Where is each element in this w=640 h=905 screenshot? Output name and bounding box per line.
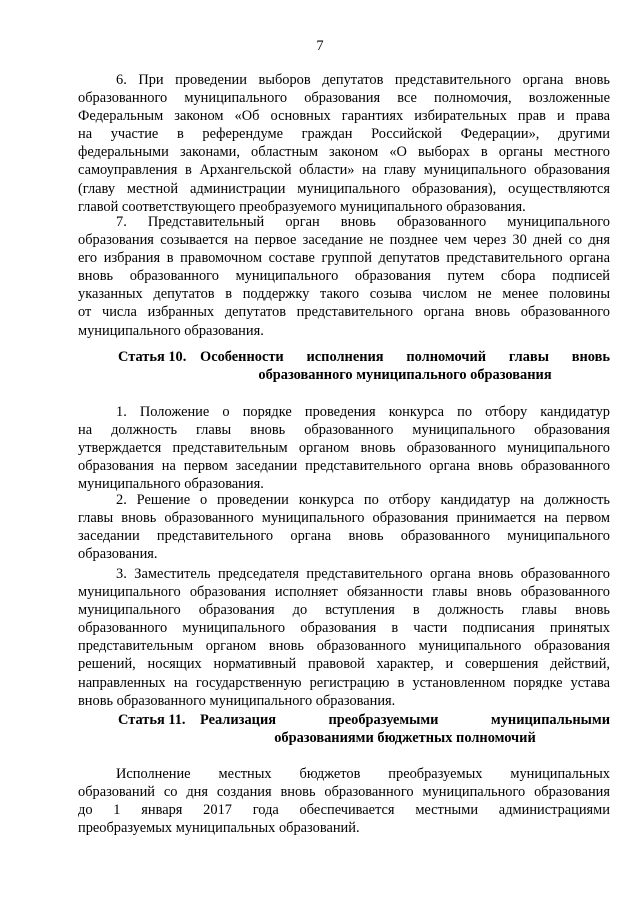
text-line: от числа избранных депутатов представительного органа вновь образованного	[78, 304, 610, 321]
text-line: федеральными законами, областным законом «О выборах в органы местного	[78, 144, 610, 161]
text-line: представительным органом вновь образованного муниципального образования	[78, 638, 610, 655]
text-line: муниципального образования.	[78, 322, 264, 339]
text-line: 1. Положение о порядке проведения конкурса по отбору кандидатур	[116, 404, 610, 420]
text-line: муниципального образования.	[78, 476, 264, 493]
text-line: до 1 января 2017 года обеспечивается местными администрациями	[78, 802, 610, 819]
text-line: самоуправления в Архангельской области» на главу муниципального образования	[78, 162, 610, 179]
text-line: 2. Решение о проведении конкурса по отбору кандидатур на должность	[116, 492, 610, 508]
article-10-paragraph-3	[78, 566, 610, 711]
text-line: Исполнение местных бюджетов преобразуемых муниципальных	[116, 766, 610, 782]
text-line: на участие в референдуме граждан Российской Федерации», другими	[78, 126, 610, 143]
article-10-title-line: Особенности исполнения полномочий главы вновь	[200, 349, 610, 365]
text-line: образованного муниципального образования все полномочия, возложенные	[78, 90, 610, 107]
text-line: образования.	[78, 546, 158, 563]
article-10-paragraph-1	[78, 404, 610, 494]
text-line: образования созывается на первое заседание не позднее чем через 30 дней со дня	[78, 232, 610, 249]
article-10-paragraph-2	[78, 492, 610, 564]
text-line: вновь образованного муниципального образования путем сбора подписей	[78, 268, 610, 285]
text-line: главы вновь образованного муниципального образования принимается на первом	[78, 510, 610, 527]
article-11-label: Статья 11.	[118, 712, 186, 728]
text-line: 7. Представительный орган вновь образованного муниципального	[116, 214, 610, 230]
article-11-paragraph-1	[78, 766, 610, 838]
text-line: муниципального образования до вступления в должность главы вновь	[78, 602, 610, 619]
text-line: решений, носящих нормативный правовой характер, и совершения действий,	[78, 656, 610, 673]
text-line: 6. При проведении выборов депутатов представительного органа вновь	[116, 72, 610, 88]
text-line: образований со дня создания вновь образованного муниципального образования	[78, 784, 610, 801]
text-line: главой соответствующего преобразуемого муниципального образования.	[78, 198, 526, 215]
paragraph-7	[78, 214, 610, 341]
text-line: утверждается представительным органом вновь образованного муниципального	[78, 440, 610, 457]
text-line: вновь образованного муниципального образования.	[78, 692, 396, 709]
text-line: 3. Заместитель председателя представительного органа вновь образованного	[116, 566, 610, 582]
text-line: на должность главы вновь образованного муниципального образования	[78, 422, 610, 439]
text-line: указанных депутатов в поддержку такого созыва числом не менее половины	[78, 286, 610, 303]
text-line: (главу местной администрации муниципального образования), осуществляются	[78, 180, 610, 197]
article-11-title-line: Реализация преобразуемыми муниципальными	[200, 712, 610, 728]
article-10-label: Статья 10.	[118, 349, 187, 365]
text-line: муниципального образования исполняет обязанности главы вновь образованного	[78, 584, 610, 601]
text-line: заседании представительного органа вновь образованного муниципального	[78, 528, 610, 545]
text-line: образования на первом заседании представительного органа вновь образованного	[78, 458, 610, 475]
article-10-title	[200, 349, 610, 385]
paragraph-6	[78, 72, 610, 217]
text-line: преобразуемых муниципальных образований.	[78, 820, 360, 837]
text-line: направленных на государственную регистрацию в установленном порядке устава	[78, 674, 610, 691]
text-line: его избрания в правомочном составе группой депутатов представительного органа	[78, 250, 610, 267]
text-line: Федеральным законом «Об основных гарантиях избирательных прав и права	[78, 108, 610, 125]
text-line: образованного муниципального образования в части подписания принятых	[78, 620, 610, 637]
article-11-title-line: образованиями бюджетных полномочий	[274, 730, 536, 746]
article-11-title	[200, 712, 610, 748]
article-10-title-line: образованного муниципального образования	[258, 367, 552, 383]
page-number: 7	[316, 38, 324, 54]
